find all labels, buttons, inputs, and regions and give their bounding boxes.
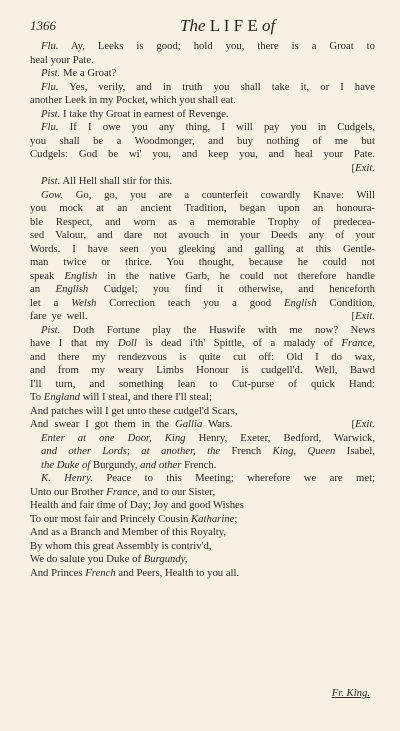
roman-text: If I owe you any thing, I will pay you in Cudgels, [58, 121, 375, 133]
roman-text: To [30, 391, 44, 403]
italic-text: Katharine [191, 512, 235, 525]
text-line [30, 324, 375, 338]
roman-text: We do salute you Duke of [30, 553, 144, 565]
text-line [30, 364, 375, 378]
text-line [30, 405, 375, 419]
roman-text: Ay, Leeks is good; hold you, there is a Groat to [58, 40, 375, 52]
italic-text: Enter at one Door, King [41, 431, 186, 444]
roman-text: Wars. [ [202, 418, 356, 430]
roman-text: Cudgels: God be wi' you, and keep you, and heal your Pate. [30, 148, 375, 160]
text-line [30, 553, 375, 567]
text-line [30, 337, 375, 351]
text-line [30, 270, 375, 284]
roman-text: Health and fair time of Day; Joy and good Wishes [30, 499, 244, 511]
text-line [30, 351, 375, 365]
roman-text: ; [126, 445, 142, 457]
roman-text: To our most fair and Princely Cousin [30, 512, 192, 525]
text-line [30, 54, 375, 68]
text-line [30, 243, 375, 257]
italic-text: French [85, 566, 116, 579]
italic-text: K. Henry. [41, 472, 93, 484]
roman-text: sed Valour, and dare not avouch in your Deeds any of your [30, 229, 375, 241]
page-header [30, 16, 375, 36]
text-line [30, 67, 375, 81]
roman-text: Cudgel; you find it otherwise, and henceforth [88, 283, 375, 295]
text-line [30, 135, 375, 149]
roman-text: let a [30, 296, 72, 309]
italic-text: Flu. [41, 121, 59, 133]
text-line [30, 189, 375, 203]
roman-text: And swear I got them in the [30, 418, 175, 430]
roman-text: an [30, 283, 56, 295]
roman-text: in the native Garb, he could not therefore handle [97, 269, 375, 282]
italic-text: Gallia [174, 418, 203, 430]
italic-text: Doll [117, 337, 137, 349]
text-line [30, 94, 375, 108]
italic-text: and other [140, 458, 182, 471]
roman-text: And Princes [30, 566, 86, 579]
text-line [30, 459, 375, 473]
roman-text: Words. I have seen you gleeking and galling at this Gentle- [30, 242, 375, 255]
roman-text: will I steal, and there I'll steal; [80, 391, 212, 403]
italic-text: Pist. [41, 323, 61, 336]
italic-text: Burgundy, [143, 553, 188, 565]
roman-text: Correction teach you a good [96, 296, 284, 309]
roman-text: is dead i'th' Spittle, of a malady of [136, 337, 342, 349]
roman-text: ble Respect, and worn as a memorable Trophy of predecea- [30, 215, 375, 228]
roman-text: man twice or thrice. You thought, because he could not [30, 256, 375, 268]
roman-text: and from my weary Limbs Honour is cudgell'd. Well, Bawd [30, 364, 375, 376]
roman-text: Burgundy, [90, 458, 141, 471]
roman-text: and there my rendezvous is quite cut off: Old I do wax, [30, 350, 375, 363]
italic-text: France, [341, 337, 375, 349]
roman-text: and to our Sister, [139, 485, 216, 498]
text-line [30, 486, 375, 500]
text-line [30, 391, 375, 405]
running-head-life: L I F E [205, 16, 263, 35]
text-line [30, 283, 375, 297]
text-line [30, 148, 375, 162]
roman-text: fare ye well. [ [30, 310, 356, 322]
roman-text: you mock at an ancient Tradition, began upon an honoura- [30, 202, 375, 214]
text-line [30, 513, 375, 527]
roman-text: ; [234, 512, 238, 525]
text-line [30, 472, 375, 486]
italic-text: Welsh [71, 296, 97, 309]
text-line [30, 567, 375, 581]
italic-text: Pist. [41, 107, 61, 120]
roman-text: Henry, Exeter, Bedford, Warwick, [185, 431, 375, 444]
roman-text: another Leek in my Pocket, which you shall eat. [30, 94, 236, 106]
roman-text: Isabel, [335, 445, 375, 457]
italic-text: and other Lords [41, 445, 127, 457]
roman-text: Me a Groat? [60, 67, 117, 79]
catchword: Fr. King. [331, 687, 370, 699]
italic-text: the Duke of [41, 458, 91, 471]
text-line [30, 202, 375, 216]
roman-text: And as a Branch and Member of this Royalty, [30, 526, 227, 538]
roman-text: By whom this great Assembly is contriv'd, [30, 539, 212, 552]
italic-text: Gow. [41, 188, 64, 201]
text-line [30, 256, 375, 270]
roman-text: speak [30, 269, 65, 282]
roman-text: I'll turn, and something lean to Cut-purse of quick Hand: [30, 377, 375, 390]
text-line [30, 432, 375, 446]
text-line [30, 162, 375, 176]
italic-text: English [55, 283, 89, 295]
roman-text: Peace to this Meeting; wherefore we are met; [92, 472, 375, 484]
roman-text: you shall be a Woodmonger, and buy nothing of me but [30, 134, 375, 147]
running-head-of: of [262, 16, 276, 35]
text-line [30, 108, 375, 122]
italic-text: Exit. [355, 161, 375, 174]
italic-text: France, [106, 485, 140, 498]
page-number: 1366 [30, 18, 56, 33]
text-line [30, 40, 375, 54]
roman-text: French [220, 445, 273, 457]
text-line [30, 121, 375, 135]
roman-text: Go, go, you are a counterfeit cowardly Knave: Will [63, 188, 375, 201]
roman-text: Unto our Brother [30, 485, 107, 498]
text-line [30, 540, 375, 554]
italic-text: Exit. [355, 310, 375, 322]
text-line [30, 229, 375, 243]
roman-text: have I that my [30, 337, 118, 349]
text-line [30, 418, 375, 432]
italic-text: at another, the [141, 445, 221, 457]
italic-text: Pist. [41, 175, 61, 187]
roman-text: [ [351, 161, 356, 174]
text-line [30, 310, 375, 324]
italic-text: Flu. [41, 80, 59, 93]
italic-text: English [284, 296, 317, 309]
text-line [30, 216, 375, 230]
running-head [180, 16, 275, 36]
text-line [30, 526, 375, 540]
roman-text: I take thy Groat in earnest of Revenge. [60, 107, 229, 120]
text-line [30, 81, 375, 95]
roman-text: and Peers, Health to you all. [115, 566, 240, 579]
italic-text: English [64, 269, 98, 282]
roman-text: Condition, [316, 296, 375, 309]
roman-text: All Hell shall stir for this. [60, 175, 173, 187]
text-line [30, 175, 375, 189]
roman-text: heal your Pate. [30, 53, 94, 66]
running-head-the: The [180, 16, 206, 35]
text-line [30, 445, 375, 459]
roman-text: Yes, verily, and in truth you shall take it, or I have [58, 80, 375, 93]
italic-text: England [43, 391, 81, 403]
roman-text: And patches will I get unto these cudgel'd Scars, [30, 404, 238, 417]
roman-text: French. [181, 458, 217, 471]
text-line [30, 378, 375, 392]
italic-text: King, Queen [272, 445, 336, 457]
text-line [30, 499, 375, 513]
body-text [30, 40, 375, 580]
italic-text: Exit. [355, 418, 375, 430]
roman-text: Doth Fortune play the Huswife with me now? News [60, 323, 375, 336]
text-line [30, 297, 375, 311]
italic-text: Flu. [41, 40, 59, 52]
italic-text: Pist. [41, 67, 61, 79]
